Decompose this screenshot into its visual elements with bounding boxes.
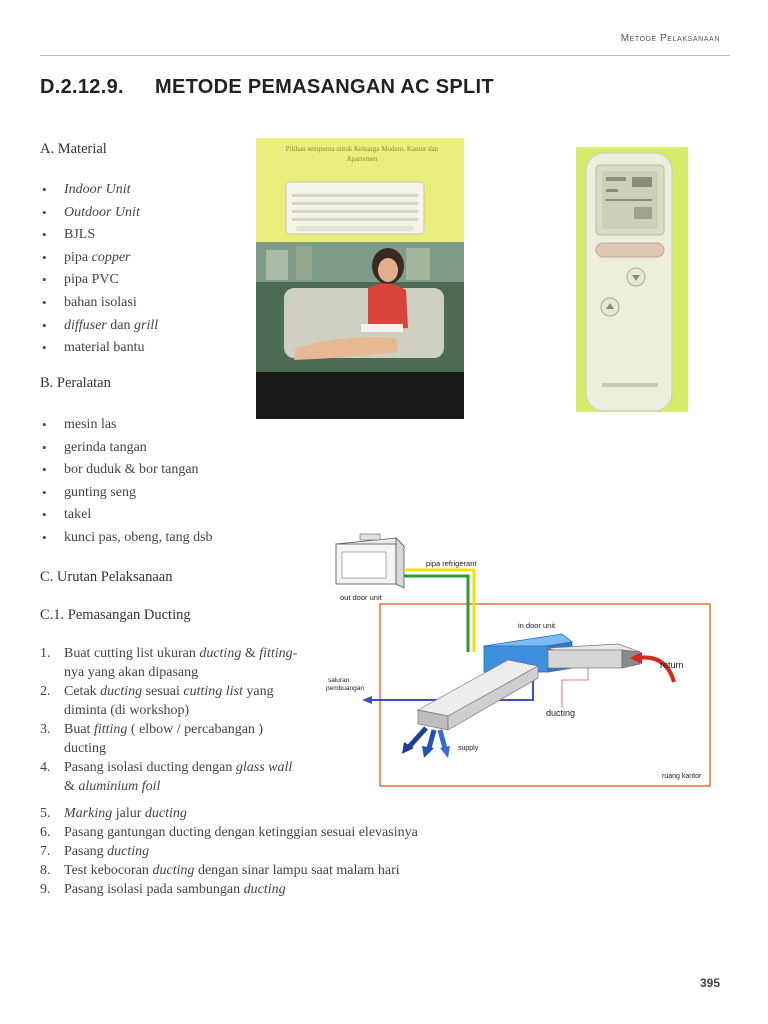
list-item: [40, 202, 158, 225]
section-a-heading: A. Material: [40, 141, 107, 157]
step-number: 8.: [40, 863, 51, 878]
italic-term: Outdoor Unit: [64, 204, 140, 220]
label-pipa-refrigerant: pipa refrigerant: [426, 559, 477, 568]
italic-term: aluminium foil: [78, 779, 161, 794]
list-item: [40, 269, 158, 292]
text-run: pipa PVC: [64, 272, 119, 288]
italic-term: diffuser: [64, 317, 107, 333]
italic-term: ducting: [199, 646, 242, 661]
supply-ducting: [418, 660, 538, 730]
step-number: 3.: [40, 722, 51, 737]
subsection-c1-heading: C.1. Pemasangan Ducting: [40, 607, 191, 623]
text-run: Buat: [64, 722, 94, 737]
list-item: [40, 337, 158, 360]
text-run: Test kebocoran: [64, 863, 153, 878]
text-run: dan: [106, 317, 134, 333]
label-supply: supply: [458, 745, 479, 752]
list-item: [40, 861, 460, 880]
material-list: [40, 179, 158, 360]
section-c-heading: C. Urutan Pelaksanaan: [40, 569, 173, 585]
return-air-duct: [548, 644, 640, 668]
steps-list-wide: [40, 804, 460, 899]
label-return: return: [660, 660, 684, 670]
italic-term: ducting: [100, 684, 143, 699]
section-b-heading: B. Peralatan: [40, 375, 111, 391]
header-rule: [40, 55, 730, 56]
refrigerant-pipe-green: [404, 576, 468, 652]
list-item: [40, 459, 213, 482]
label-ruang-kantor: ruang kantor: [662, 773, 702, 780]
italic-term: cutting list: [183, 684, 243, 699]
text-run: gerinda tangan: [64, 439, 147, 455]
list-item: [40, 437, 213, 460]
list-item: [40, 414, 213, 437]
supply-airflow-arrows: [402, 728, 450, 758]
text-run: bahan isolasi: [64, 294, 137, 310]
refrigerant-pipe-yellow: [404, 570, 474, 652]
text-run: bor duduk & bor tangan: [64, 462, 199, 478]
text-run: Pasang isolasi ducting dengan: [64, 760, 236, 775]
list-item: [40, 720, 302, 758]
step-number: 1.: [40, 646, 51, 661]
text-run: material bantu: [64, 340, 145, 356]
text-run: takel: [64, 507, 92, 523]
text-run: Cetak: [64, 684, 101, 699]
drain-arrow-head: [362, 696, 372, 704]
step-number: 6.: [40, 825, 51, 840]
section-title: METODE PEMASANGAN AC SPLIT: [155, 76, 494, 98]
list-item: [40, 315, 158, 338]
text-run: pipa: [64, 249, 92, 265]
list-item: [40, 880, 460, 899]
list-item: [40, 682, 302, 720]
office-room-border: [380, 604, 710, 786]
text-run: jalur: [112, 806, 145, 821]
list-item: [40, 292, 158, 315]
photo-caption: Pilihan sempurna untuk Keluarga Modern, Kantor dan Apartemen: [285, 145, 439, 163]
steps-list-narrow: [40, 644, 302, 796]
text-run: sesuai: [142, 684, 184, 699]
text-run: -nya yang akan dipasang: [64, 646, 298, 680]
italic-term: glass wall: [235, 760, 293, 775]
label-pembuangan: pembuangan: [326, 685, 364, 692]
text-run: &: [241, 646, 260, 661]
photo-illustration: [256, 138, 464, 419]
text-run: ( elbow / percabangan ) ducting: [64, 722, 264, 756]
ac-advertisement-photo: [256, 138, 464, 419]
outdoor-unit-icon: [336, 534, 404, 588]
text-run: Pasang gantungan ducting dengan ketinggian sesuai elevasinya: [64, 825, 418, 840]
list-item: [40, 247, 158, 270]
label-in-door-unit: in door unit: [518, 621, 556, 630]
text-run: &: [64, 779, 79, 794]
italic-term: ducting: [144, 806, 187, 821]
text-run: yang diminta (di workshop): [64, 684, 274, 718]
remote-control-photo: [576, 147, 688, 412]
text-run: Pasang isolasi pada sambungan: [64, 882, 244, 897]
text-run: Pasang: [64, 844, 108, 859]
list-item: [40, 224, 158, 247]
step-number: 2.: [40, 684, 51, 699]
italic-term: Indoor Unit: [64, 182, 131, 197]
italic-term: ducting: [107, 844, 150, 859]
italic-term: Marking: [64, 806, 113, 821]
label-ducting: ducting: [546, 708, 576, 718]
list-item: [40, 179, 158, 202]
text-run: mesin las: [64, 417, 117, 432]
list-item: [40, 482, 213, 505]
label-saluran: saluran: [328, 677, 350, 684]
step-number: 9.: [40, 882, 51, 897]
list-item: [40, 758, 302, 796]
page-title: [40, 76, 494, 99]
label-out-door-unit: out door unit: [340, 593, 382, 602]
page-number: 395: [699, 976, 720, 990]
list-item: [40, 504, 213, 527]
list-item: [40, 527, 213, 550]
italic-term: fitting: [259, 646, 293, 661]
italic-term: copper: [91, 249, 131, 265]
step-number: 7.: [40, 844, 51, 859]
list-item: [40, 804, 460, 823]
running-head: Metode Pelaksanaan: [620, 33, 720, 44]
italic-term: fitting: [93, 722, 128, 737]
list-item: [40, 823, 460, 842]
step-number: 4.: [40, 760, 51, 775]
text-run: BJLS: [64, 227, 96, 243]
italic-term: ducting: [243, 882, 286, 897]
text-run: kunci pas, obeng, tang dsb: [64, 529, 213, 545]
equipment-list: [40, 414, 213, 550]
ducting-diagram: [318, 532, 718, 792]
list-item: [40, 842, 460, 861]
italic-term: grill: [134, 317, 159, 333]
list-item: [40, 644, 302, 682]
text-run: dengan sinar lampu saat malam hari: [194, 863, 400, 878]
remote-control-illustration: [576, 147, 688, 412]
step-number: 5.: [40, 806, 51, 821]
section-number: D.2.12.9.: [40, 76, 124, 98]
text-run: Buat cutting list ukuran: [64, 646, 200, 661]
text-run: gunting seng: [64, 484, 136, 500]
ducting-pointer: [562, 668, 588, 708]
italic-term: ducting: [152, 863, 195, 878]
